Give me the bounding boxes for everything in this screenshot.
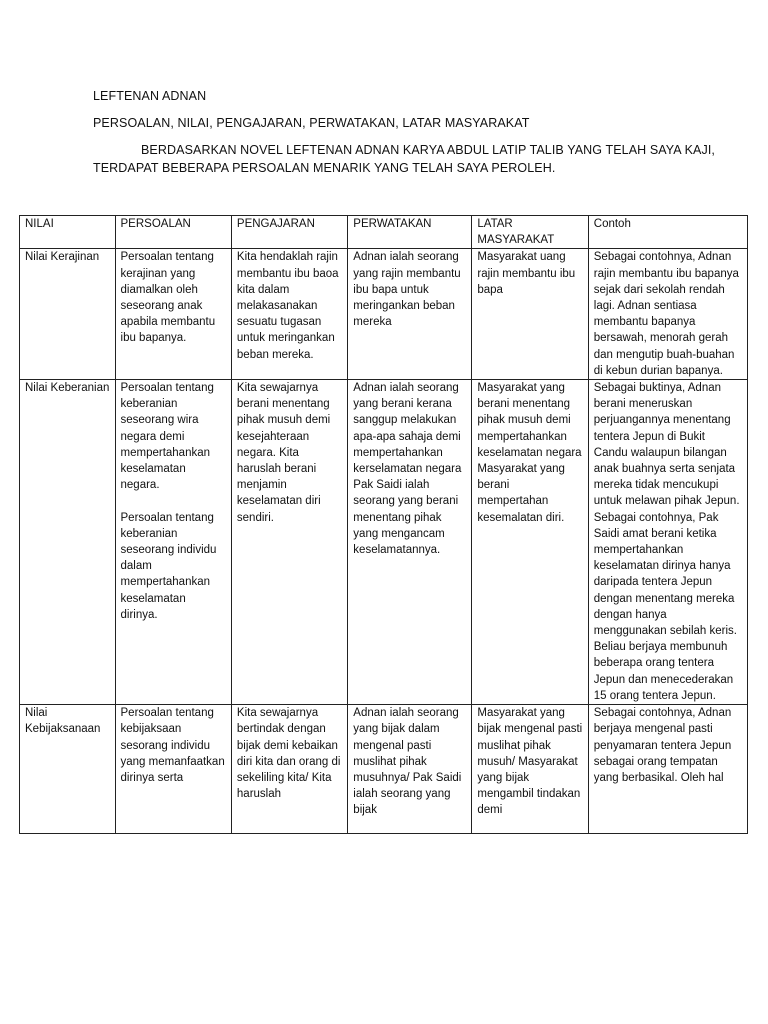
table-header-row <box>20 216 748 249</box>
intro-paragraph-line-2: TERDAPAT BEBERAPA PERSOALAN MENARIK YANG TELAH SAYA PEROLEH. <box>93 161 556 175</box>
cell-pengajaran: Kita hendaklah rajin membantu ibu baoa kita dalam melakasanakan sesuatu tugasan untuk meringankan beban mereka. <box>231 249 347 380</box>
cell-pengajaran: Kita sewajarnya berani menentang pihak musuh demi kesejahteraan negara. Kita haruslah berani menjamin keselamatan diri sendiri. <box>231 380 347 705</box>
cell-persoalan <box>115 249 231 380</box>
cell-pengajaran: Kita sewajarnya bertindak dengan bijak demi kebaikan diri kita dan orang di sekeliling kita/ Kita haruslah <box>231 705 347 834</box>
document-title: LEFTENAN ADNAN <box>93 89 207 103</box>
cell-persoalan <box>115 705 231 834</box>
intro-paragraph-line-1: BERDASARKAN NOVEL LEFTENAN ADNAN KARYA ABDUL LATIP TALIB YANG TELAH SAYA KAJI, <box>141 143 715 157</box>
header-perwatakan: PERWATAKAN <box>348 216 472 249</box>
persoalan-text: Persoalan tentang kerajinan yang diamalkan oleh seseorang anak apabila membantu ibu bapanya. <box>120 251 216 345</box>
cell-nilai: Nilai Kebijaksanaan <box>20 705 116 834</box>
cell-latar: Masyarakat yang bijak mengenal pasti muslihat pihak musuh/ Masyarakat yang bijak mengambil tindakan demi <box>472 705 588 834</box>
document-subtitle: PERSOALAN, NILAI, PENGAJARAN, PERWATAKAN, LATAR MASYARAKAT <box>93 116 530 130</box>
cell-perwatakan: Adnan ialah seorang yang rajin membantu ibu bapa untuk meringankan beban mereka <box>348 249 472 380</box>
header-pengajaran: PENGAJARAN <box>231 216 347 249</box>
cell-contoh: Sebagai buktinya, Adnan berani meneruskan perjuangannya menentang tentera Jepun di Bukit Candu walaupun bilangan anak buahnya serta senjata mereka tidak mencukupi untuk melawan pihak Jepun. Sebagai contohnya, Pak Saidi amat berani ketika mempertahankan keselamatan dirinya hanya daripada tentera Jepun dengan menentang mereka dengan hanya menggunakan sebilah keris. Beliau berjaya membunuh beberapa orang tentera Jepun dan menecederakan 15 orang tentera Jepun. <box>588 380 747 705</box>
table-row <box>20 705 748 834</box>
cell-latar: Masyarakat uang rajin membantu ibu bapa <box>472 249 588 380</box>
cell-nilai: Nilai Keberanian <box>20 380 116 705</box>
cell-perwatakan: Adnan ialah seorang yang bijak dalam mengenal pasti muslihat pihak musuhnya/ Pak Saidi ialah seorang yang bijak <box>348 705 472 834</box>
cell-latar: Masyarakat yang berani menentang pihak musuh demi mempertahankan keselamatan negara Masyarakat yang berani mempertahan kesemalatan diri. <box>472 380 588 705</box>
table-row <box>20 380 748 705</box>
table-row <box>20 249 748 380</box>
cell-contoh: Sebagai contohnya, Adnan berjaya mengenal pasti penyamaran tentera Jepun sebagai orang tempatan yang berbasikal. Oleh hal <box>588 705 747 834</box>
analysis-table <box>19 215 748 834</box>
header-persoalan: PERSOALAN <box>115 216 231 249</box>
cell-nilai: Nilai Kerajinan <box>20 249 116 380</box>
persoalan-text: Persoalan tentang kebijaksaan sesorang individu yang memanfaatkan dirinya serta <box>120 707 225 784</box>
cell-perwatakan: Adnan ialah seorang yang berani kerana sanggup melakukan apa-apa sahaja demi mempertahankan kerselamatan negara Pak Saidi ialah seorang yang berani menentang pihak yang mengancam keselamatannya. <box>348 380 472 705</box>
cell-contoh: Sebagai contohnya, Adnan rajin membantu ibu bapanya sejak dari sekolah rendah lagi. Adnan sentiasa membantu bapanya bersawah, menorah gerah dan mengutip buah-buahan di kebun durian bapanya. <box>588 249 747 380</box>
header-latar-masyarakat: LATAR MASYARAKAT <box>472 216 588 249</box>
persoalan-text: Persoalan tentang keberanian seseorang wira negara demi mempertahankan keselamatan negara. <box>120 382 214 492</box>
persoalan-text: Persoalan tentang keberanian seseorang individu dalam mempertahankan keselamatan dirinya. <box>120 511 217 621</box>
header-nilai: NILAI <box>20 216 116 249</box>
header-contoh: Contoh <box>588 216 747 249</box>
cell-persoalan <box>115 380 231 705</box>
